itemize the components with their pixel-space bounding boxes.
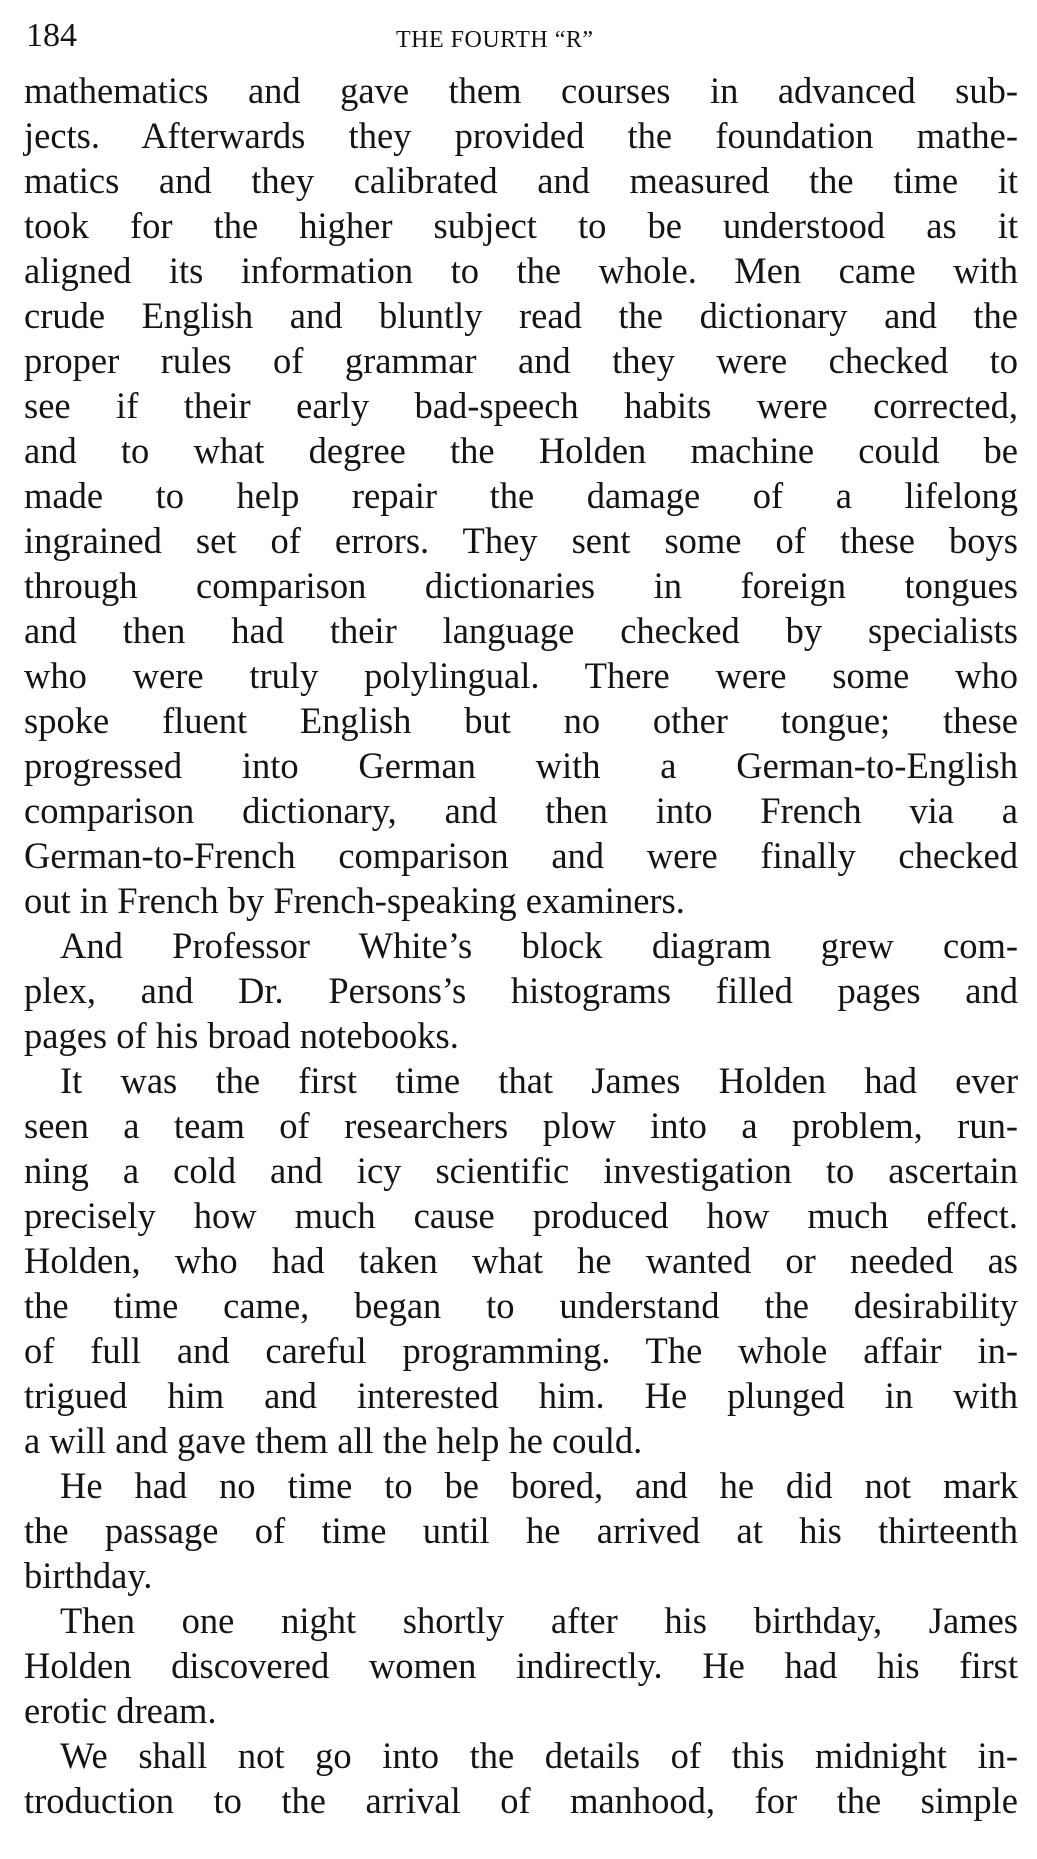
text-line: and then had their language checked by specialists: [24, 610, 1018, 651]
paragraph: [24, 1733, 1018, 1823]
text-line: erotic dream.: [24, 1690, 217, 1731]
text-line: aligned its information to the whole. Men came with: [24, 250, 1018, 291]
text-line: plex, and Dr. Persons’s histograms filled pages and: [24, 970, 1018, 1011]
text-line: the passage of time until he arrived at his thirteenth: [24, 1510, 1018, 1551]
text-line: matics and they calibrated and measured the time it: [24, 160, 1018, 201]
text-line: through comparison dictionaries in foreign tongues: [24, 565, 1018, 606]
text-line: and to what degree the Holden machine could be: [24, 430, 1018, 471]
text-line: who were truly polylingual. There were some who: [24, 655, 1018, 696]
running-head: THE FOURTH “R”: [396, 27, 594, 53]
text-line: a will and gave them all the help he could.: [24, 1420, 643, 1461]
text-line: jects. Afterwards they provided the foundation mathe-: [24, 115, 1018, 156]
page-number: 184: [26, 17, 77, 54]
body-text: [24, 68, 1018, 1823]
text-line: spoke fluent English but no other tongue; these: [24, 700, 1018, 741]
text-line: troduction to the arrival of manhood, for the simple: [24, 1780, 1018, 1821]
text-line: trigued him and interested him. He plunged in with: [24, 1375, 1018, 1416]
text-line: birthday.: [24, 1555, 153, 1596]
paragraph: [24, 68, 1018, 923]
page-header: [26, 14, 1016, 58]
text-line: comparison dictionary, and then into French via a: [24, 790, 1018, 831]
text-line: pages of his broad notebooks.: [24, 1015, 459, 1056]
text-line: seen a team of researchers plow into a problem, run-: [24, 1105, 1018, 1146]
text-line: ning a cold and icy scientific investigation to ascertain: [24, 1150, 1018, 1191]
text-line: ingrained set of errors. They sent some of these boys: [24, 520, 1018, 561]
text-line: took for the higher subject to be understood as it: [24, 205, 1018, 246]
text-line: proper rules of grammar and they were checked to: [24, 340, 1018, 381]
text-line: We shall not go into the details of this midnight in-: [60, 1735, 1018, 1776]
paragraph: [24, 1058, 1018, 1463]
text-line: progressed into German with a German-to-English: [24, 745, 1018, 786]
text-line: made to help repair the damage of a lifelong: [24, 475, 1018, 516]
text-line: see if their early bad-speech habits were corrected,: [24, 385, 1018, 426]
text-line: out in French by French-speaking examiners.: [24, 880, 685, 921]
text-line: of full and careful programming. The whole affair in-: [24, 1330, 1018, 1371]
text-line: German-to-French comparison and were finally checked: [24, 835, 1018, 876]
text-line: Holden discovered women indirectly. He had his first: [24, 1645, 1018, 1686]
text-line: mathematics and gave them courses in advanced sub-: [24, 70, 1018, 111]
paragraph: [24, 923, 1018, 1058]
text-line: Holden, who had taken what he wanted or needed as: [24, 1240, 1018, 1281]
text-line: Then one night shortly after his birthday, James: [60, 1600, 1018, 1641]
text-line: He had no time to be bored, and he did not mark: [60, 1465, 1018, 1506]
text-line: It was the first time that James Holden had ever: [60, 1060, 1018, 1101]
text-line: the time came, began to understand the desirability: [24, 1285, 1018, 1326]
text-line: precisely how much cause produced how much effect.: [24, 1195, 1018, 1236]
paragraph: [24, 1463, 1018, 1598]
text-line: crude English and bluntly read the dictionary and the: [24, 295, 1018, 336]
paragraph: [24, 1598, 1018, 1733]
text-line: And Professor White’s block diagram grew com-: [60, 925, 1018, 966]
